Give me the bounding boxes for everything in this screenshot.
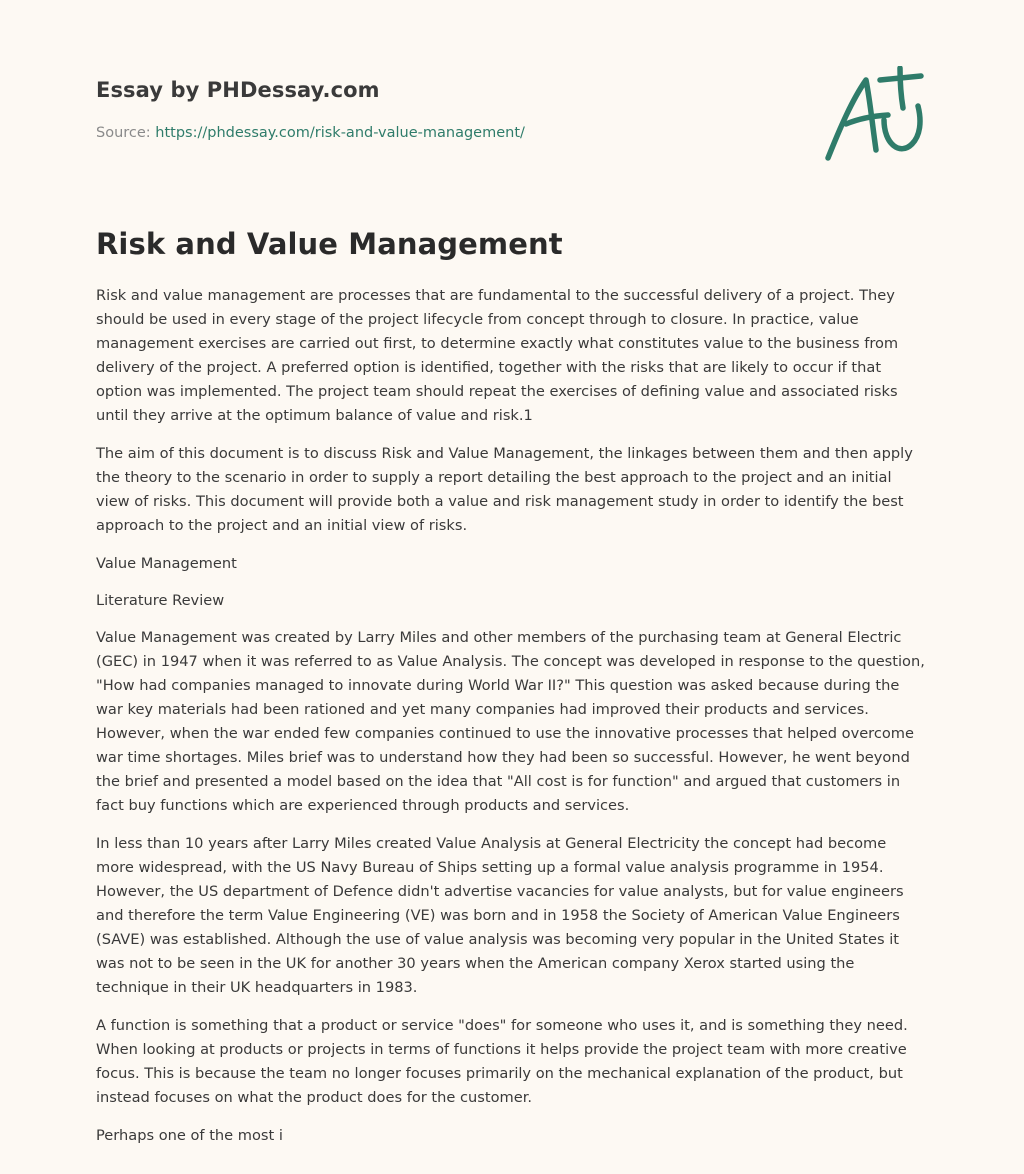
paragraph: Value Management was created by Larry Miles and other members of the purchasing team at General Electric (GEC) in 1947 when it was referred to as Value Analysis. The concept was developed in response to the question, "How had companies managed to innovate during World War II?" This question was asked because during the war key materials had been rationed and yet many companies had improved their products and services. However, when the war ended few companies continued to use the innovative processes that helped overcome war time shortages. Miles brief was to understand how they had been so successful. However, he went beyond the brief and presented a model based on the idea that "All cost is for function" and argued that customers in fact buy functions which are experienced through products and services.	[96, 629, 925, 814]
paragraph-truncated: Perhaps one of the most i	[96, 1127, 283, 1144]
section-heading: Value Management	[96, 555, 237, 572]
paragraph: Risk and value management are processes that are fundamental to the successful delivery of a project. They should be used in every stage of the project lifecycle from concept through to closure. In practice, value management exercises are carried out first, to determine exactly what constitutes value to the business from delivery of the project. A preferred option is identified, together with the risks that are likely to occur if that option was implemented. The project team should repeat the exercises of defining value and associated risks until they arrive at the optimum balance of value and risk.1	[96, 287, 899, 424]
paragraph: In less than 10 years after Larry Miles created Value Analysis at General Electricity the concept had become more widespread, with the US Navy Bureau of Ships setting up a formal value analysis programme in 1954. However, the US department of Defence didn't advertise vacancies for value analysts, but for value engineers and therefore the term Value Engineering (VE) was born and in 1958 the Society of American Value Engineers (SAVE) was established. Although the use of value analysis was becoming very popular in the United States it was not to be seen in the UK for another 30 years when the American company Xerox started using the technique in their UK headquarters in 1983.	[96, 835, 904, 996]
source-label: Source:	[96, 125, 156, 141]
source-link[interactable]: https://phdessay.com/risk-and-value-management/	[155, 125, 525, 141]
paragraph: A function is something that a product or service "does" for someone who uses it, and is something they need. When looking at products or projects in terms of functions it helps provide the project team with more creative focus. This is because the team no longer focuses primarily on the mechanical explanation of the product, but instead focuses on what the product does for the customer.	[96, 1017, 908, 1106]
essay-header	[96, 74, 696, 143]
subsection-heading: Literature Review	[96, 592, 225, 609]
source-line	[96, 123, 696, 143]
essay-title: Risk and Value Management	[96, 227, 563, 261]
essay-body	[96, 284, 928, 1162]
a-plus-logo-icon	[818, 66, 930, 166]
site-brand: Essay by PHDessay.com	[96, 78, 380, 102]
paragraph: The aim of this document is to discuss Risk and Value Management, the linkages between them and then apply the theory to the scenario in order to supply a report detailing the best approach to the project and an initial view of risks. This document will provide both a value and risk management study in order to identify the best approach to the project and an initial view of risks.	[96, 445, 913, 534]
